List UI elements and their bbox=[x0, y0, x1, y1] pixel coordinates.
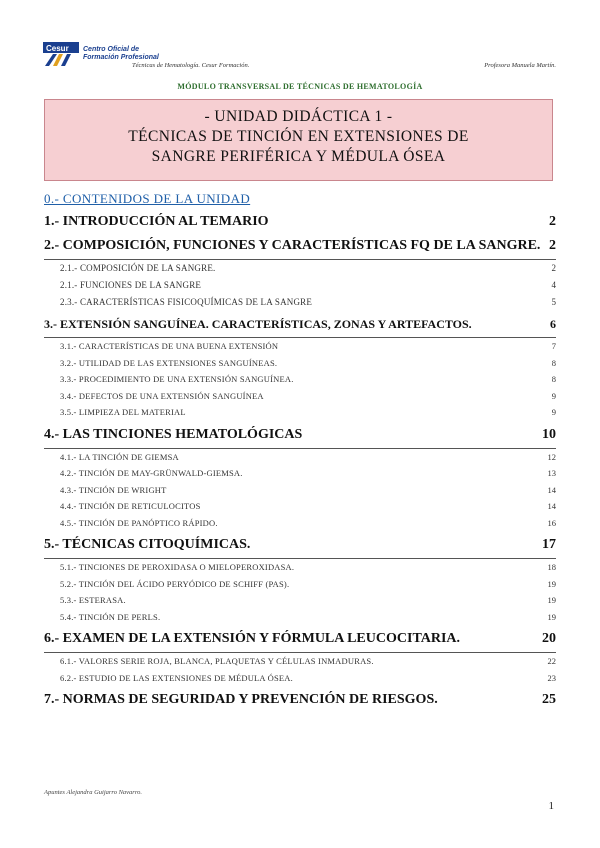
header-professor: Profesora Manuela Martín. bbox=[484, 62, 556, 69]
toc-subsection-title: 5.3.- ESTERASA. bbox=[60, 595, 126, 605]
toc-section-entry[interactable] bbox=[44, 317, 556, 336]
toc-section-entry[interactable] bbox=[44, 238, 556, 258]
toc-subsection-title: 5.1.- TINCIONES DE PEROXIDASA O MIELOPEROXIDASA. bbox=[60, 562, 295, 572]
toc-section-entry[interactable] bbox=[44, 692, 556, 710]
toc-subsection-entry[interactable] bbox=[44, 338, 556, 355]
toc-subsection-title: 4.4.- TINCIÓN DE RETICULOCITOS bbox=[60, 501, 201, 511]
header-course: Técnicas de Hematología. Cesur Formación. bbox=[132, 62, 250, 69]
toc-subsection-page: 18 bbox=[547, 562, 556, 572]
toc-section-page: 2 bbox=[549, 238, 556, 253]
toc-subsection-entry[interactable] bbox=[44, 515, 556, 532]
toc-subsection-entry[interactable] bbox=[44, 653, 556, 670]
module-title: MÓDULO TRANSVERSAL DE TÉCNICAS DE HEMATOLOGÍA bbox=[177, 82, 423, 91]
toc-subsection-title: 5.4.- TINCIÓN DE PERLS. bbox=[60, 611, 161, 622]
toc-subsection-page: 23 bbox=[547, 672, 556, 683]
toc-subsection-page: 7 bbox=[551, 341, 556, 351]
toc-section bbox=[44, 537, 556, 625]
toc-subsection-entry[interactable] bbox=[44, 355, 556, 372]
toc-subsection-entry[interactable] bbox=[44, 404, 556, 421]
toc-subsection-page: 4 bbox=[551, 280, 556, 290]
toc-subsection-entry[interactable] bbox=[44, 498, 556, 515]
logo-brand: Cesur bbox=[46, 44, 69, 53]
toc-subsection-entry[interactable] bbox=[44, 576, 556, 593]
toc-section-page: 6 bbox=[550, 317, 556, 331]
toc-section-page: 10 bbox=[542, 426, 556, 442]
toc-subsection-entry[interactable] bbox=[44, 449, 556, 466]
toc-section-entry[interactable] bbox=[44, 427, 556, 447]
toc-section-page: 2 bbox=[549, 214, 556, 229]
toc-section bbox=[44, 214, 556, 232]
logo-text-line2: Formación Profesional bbox=[83, 54, 159, 61]
toc-subsection-page: 9 bbox=[551, 390, 556, 401]
toc-subsection-title: 3.5.- LIMPIEZA DEL MATERIAL bbox=[60, 407, 186, 417]
toc-subsection-title: 6.1.- VALORES SERIE ROJA, BLANCA, PLAQUETAS Y CÉLULAS INMADURAS. bbox=[60, 656, 374, 666]
logo-text bbox=[83, 46, 159, 62]
toc-section bbox=[44, 692, 556, 710]
unit-title-line1: - UNIDAD DIDÁCTICA 1 - bbox=[204, 108, 393, 125]
toc-section-page: 17 bbox=[542, 537, 556, 552]
toc-subsection-entry[interactable] bbox=[44, 388, 556, 405]
toc-section-title: 3.- EXTENSIÓN SANGUÍNEA. CARACTERÍSTICAS, ZONAS Y ARTEFACTOS. bbox=[44, 317, 472, 331]
unit-title-box bbox=[44, 99, 553, 181]
toc-subsection-title: 4.5.- TINCIÓN DE PANÓPTICO RÁPIDO. bbox=[60, 517, 218, 528]
toc-subsection-title: 2.1.- COMPOSICIÓN DE LA SANGRE. bbox=[60, 263, 216, 273]
toc-subsection-page: 19 bbox=[547, 595, 556, 605]
toc-section-page: 20 bbox=[542, 631, 556, 646]
logo-text-line1: Centro Oficial de bbox=[83, 46, 140, 53]
toc-subsection-title: 3.2.- UTILIDAD DE LAS EXTENSIONES SANGUÍNEAS. bbox=[60, 357, 278, 368]
toc-subsection-entry[interactable] bbox=[44, 294, 556, 311]
toc-section-entry[interactable] bbox=[44, 214, 556, 232]
unit-title-line2: TÉCNICAS DE TINCIÓN EN EXTENSIONES DE bbox=[128, 128, 469, 145]
toc-subsection-title: 5.2.- TINCIÓN DEL ÁCIDO PERYÓDICO DE SCHIFF (PAS). bbox=[60, 578, 290, 589]
toc-subsection-page: 16 bbox=[547, 517, 556, 528]
toc-subsection-entry[interactable] bbox=[44, 609, 556, 626]
toc-section-title: 1.- INTRODUCCIÓN AL TEMARIO bbox=[44, 214, 269, 229]
toc-section-title: 7.- NORMAS DE SEGURIDAD Y PREVENCIÓN DE RIESGOS. bbox=[44, 692, 438, 707]
toc-subsection-page: 22 bbox=[547, 656, 556, 666]
toc-subsection-page: 14 bbox=[547, 501, 556, 511]
toc-heading[interactable]: 0.- CONTENIDOS DE LA UNIDAD bbox=[44, 191, 251, 206]
toc-section-title: 2.- COMPOSICIÓN, FUNCIONES Y CARACTERÍSTICAS FQ DE LA SANGRE. bbox=[44, 238, 541, 253]
toc-subsection-title: 3.3.- PROCEDIMIENTO DE UNA EXTENSIÓN SANGUÍNEA. bbox=[60, 374, 294, 384]
toc-subsection-entry[interactable] bbox=[44, 465, 556, 482]
toc-subsection-title: 4.1.- LA TINCIÓN DE GIEMSA bbox=[60, 451, 179, 462]
toc-subsection-entry[interactable] bbox=[44, 482, 556, 499]
toc-subsection-entry[interactable] bbox=[44, 260, 556, 277]
toc-subsection-entry[interactable] bbox=[44, 371, 556, 388]
toc-subsection-page: 8 bbox=[551, 357, 556, 368]
toc-subsection-entry[interactable] bbox=[44, 277, 556, 294]
toc-subsection-page: 19 bbox=[547, 578, 556, 589]
toc-subsection-entry[interactable] bbox=[44, 592, 556, 609]
toc-section bbox=[44, 631, 556, 686]
toc-subsection-entry[interactable] bbox=[44, 559, 556, 576]
toc-section-title: 6.- EXAMEN DE LA EXTENSIÓN Y FÓRMULA LEUCOCITARIA. bbox=[44, 631, 461, 646]
toc-subsection-entry[interactable] bbox=[44, 670, 556, 687]
toc-subsection-page: 5 bbox=[551, 297, 556, 307]
cesur-logo-icon bbox=[43, 42, 79, 66]
toc-subsection-title: 6.2.- ESTUDIO DE LAS EXTENSIONES DE MÉDULA ÓSEA. bbox=[60, 672, 293, 683]
toc-subsection-title: 4.3.- TINCIÓN DE WRIGHT bbox=[60, 484, 167, 495]
toc-section-entry[interactable] bbox=[44, 537, 556, 557]
page-number: 1 bbox=[548, 800, 554, 812]
toc-section bbox=[44, 238, 556, 311]
toc-section-title: 5.- TÉCNICAS CITOQUÍMICAS. bbox=[44, 537, 251, 552]
toc-section bbox=[44, 317, 556, 421]
toc-section-page: 25 bbox=[542, 692, 556, 707]
toc-subsection-title: 2.3.- CARACTERÍSTICAS FISICOQUÍMICAS DE LA SANGRE bbox=[60, 297, 313, 307]
toc-section bbox=[44, 427, 556, 532]
toc-subsection-page: 2 bbox=[551, 263, 556, 273]
toc-subsection-title: 3.4.- DEFECTOS DE UNA EXTENSIÓN SANGUÍNEA bbox=[60, 390, 264, 401]
toc-section-title: 4.- LAS TINCIONES HEMATOLÓGICAS bbox=[44, 426, 303, 442]
toc-subsection-page: 19 bbox=[547, 611, 556, 622]
toc-subsection-page: 12 bbox=[547, 451, 556, 462]
toc-subsection-title: 2.1.- FUNCIONES DE LA SANGRE bbox=[60, 280, 202, 290]
unit-title-line3: SANGRE PERIFÉRICA Y MÉDULA ÓSEA bbox=[151, 148, 446, 165]
footer-author: Apuntes Alejandra Guijarro Navarro. bbox=[44, 789, 142, 796]
toc-subsection-page: 8 bbox=[551, 374, 556, 384]
toc-subsection-title: 4.2.- TINCIÓN DE MAY-GRÜNWALD-GIEMSA. bbox=[60, 468, 243, 478]
toc-subsection-page: 9 bbox=[551, 407, 556, 417]
toc-subsection-title: 3.1.- CARACTERÍSTICAS DE UNA BUENA EXTENSIÓN bbox=[60, 341, 279, 351]
toc-subsection-page: 14 bbox=[547, 484, 556, 495]
toc-section-entry[interactable] bbox=[44, 631, 556, 651]
toc-subsection-page: 13 bbox=[547, 468, 556, 478]
table-of-contents bbox=[44, 214, 556, 710]
